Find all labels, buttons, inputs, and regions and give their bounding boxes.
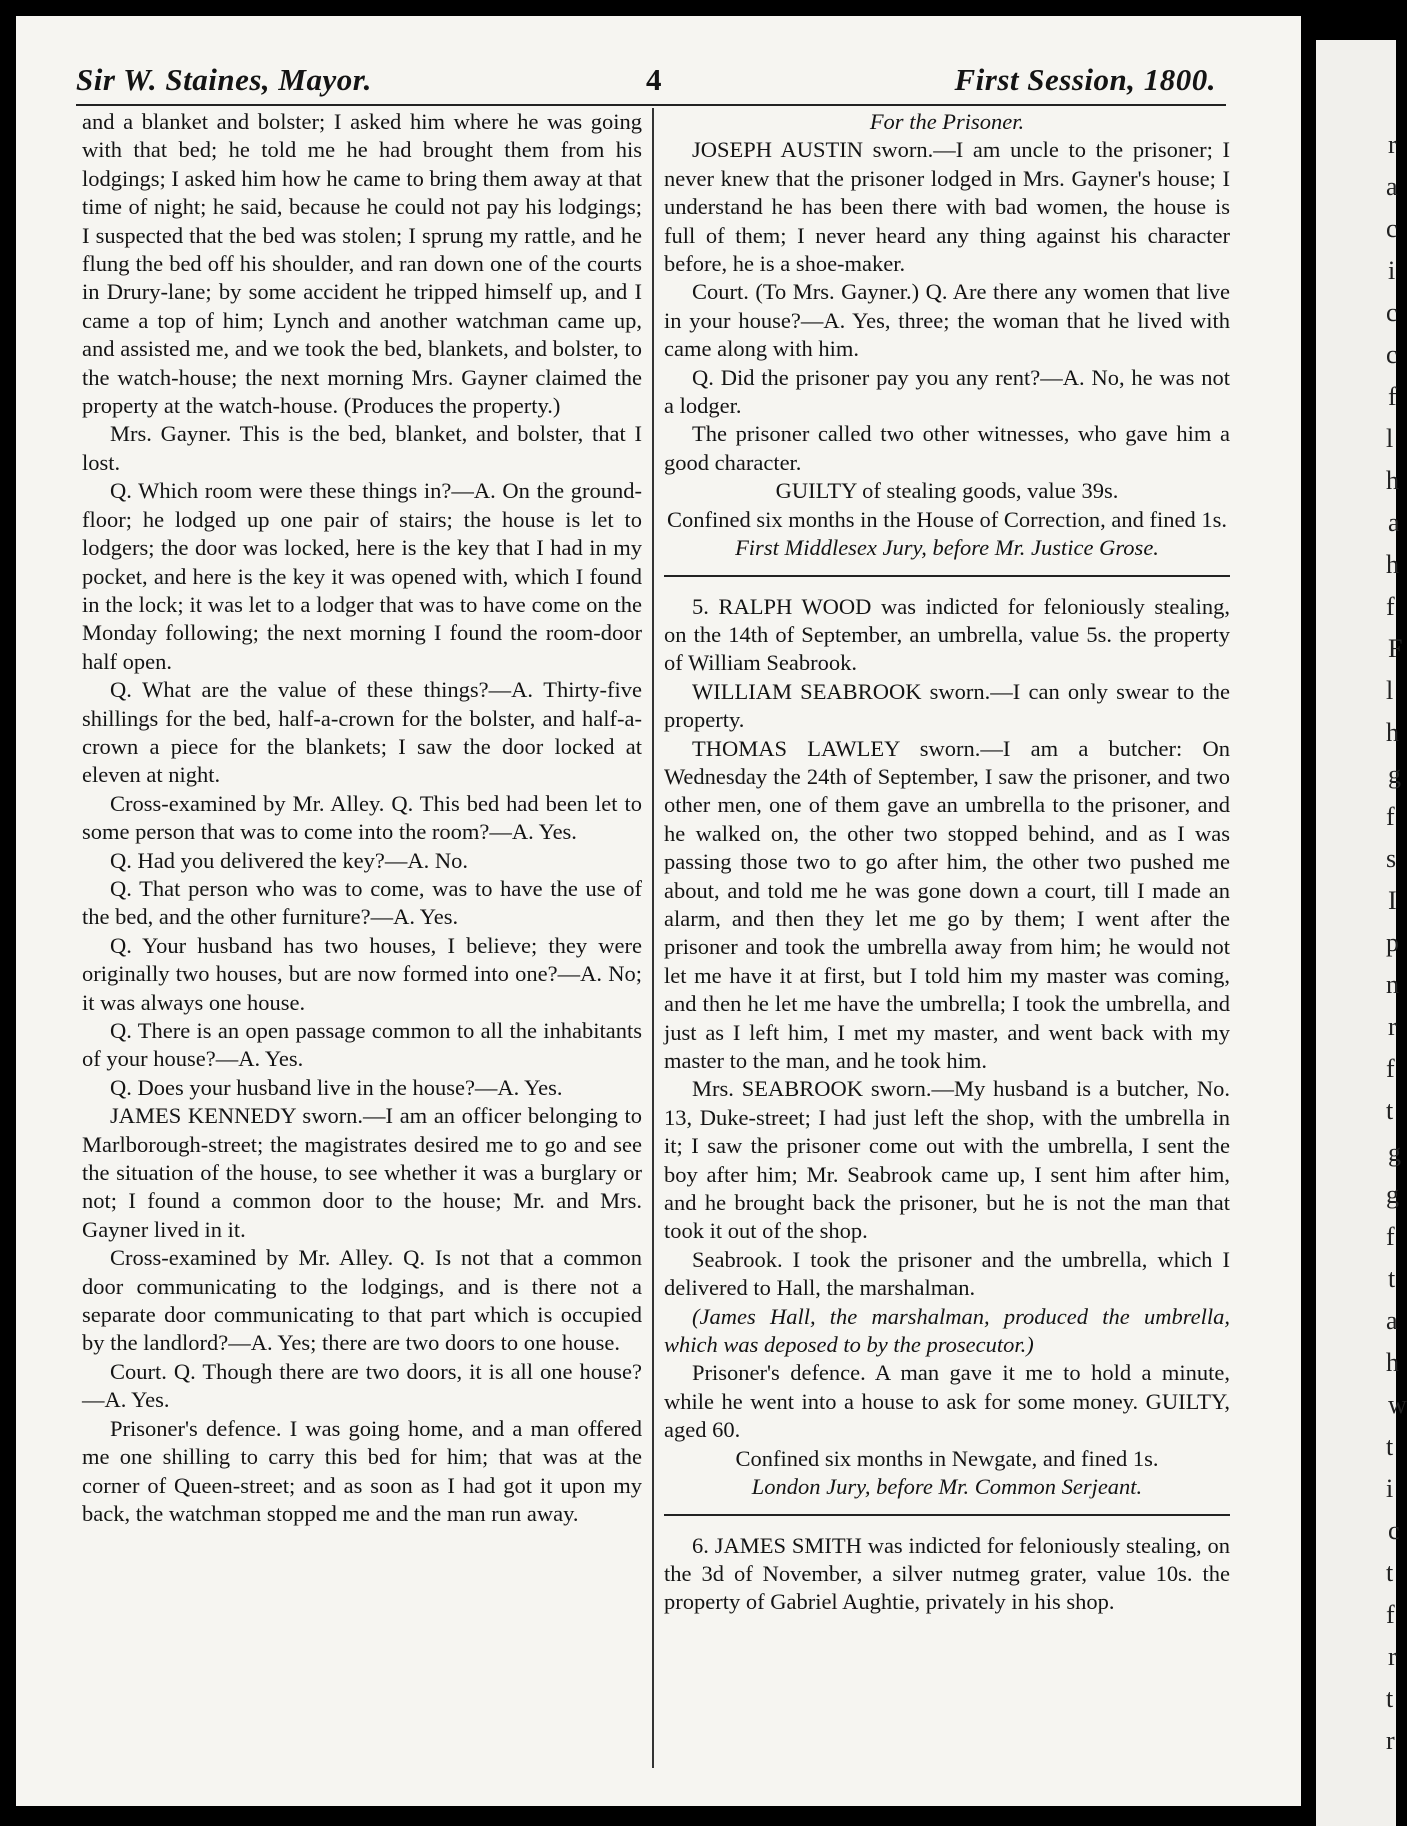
text-paragraph: (James Hall, the marshalman, produced the umbrella, which was deposed to by the prosecutor.) xyxy=(664,1303,1230,1358)
text-paragraph: Cross-examined by Mr. Alley. Q. Is not that a common door communicating to the lodgings, and is there not a separate door communicating to that part which is occupied by the landlord?—A. Yes; there are two doors to one house. xyxy=(82,1245,642,1356)
text-paragraph: Q. Which room were these things in?—A. On the ground-floor; he lodged up one pair of stairs; the house is let to lodgers; the door was locked, here is the key that I had in my pocket, and here is the key it was opened with, which I found in the lock; it was let to a lodger that was to have come on the Monday following; the next morning I found the room-door half open. xyxy=(82,478,642,674)
page-number: 4 xyxy=(646,62,662,97)
header-left: Sir W. Staines, Mayor. xyxy=(76,62,372,97)
edge-fragment: f xyxy=(1386,592,1395,621)
edge-fragment: n xyxy=(1386,970,1399,999)
text-paragraph: JAMES KENNEDY sworn.—I am an officer belonging to Marlborough-street; the magistrates desired me to go and see the situation of the house, to see whether it was a burglary or not; I found a common door to the house; Mr. and Mrs. Gayner lived in it. xyxy=(82,1103,642,1242)
text-paragraph: THOMAS LAWLEY sworn.—I am a butcher: On Wednesday the 24th of September, I saw the prisoner, and two other men, one of them gave an umbrella to the prisoner, and he walked on, the other two stopped behind, and as I was passing those two to go after him, the other two pushed me about, and told me he was gone down a court, till I made an alarm, and then they let me go by them; I went after the prisoner and took the umbrella away from him; he would not let me have it at first, but I told him my master was coming, and then he let me have the umbrella; I took the umbrella, and just as I left him, I met my master, and went back with my master to the man, and he took him. xyxy=(664,735,1230,1073)
edge-fragment: t xyxy=(1386,1432,1394,1461)
edge-fragment: f xyxy=(1386,1600,1395,1629)
text-paragraph: Q. Had you delivered the key?—A. No. xyxy=(110,847,469,873)
edge-fragment: h xyxy=(1386,718,1399,747)
edge-fragment: f xyxy=(1386,1222,1395,1251)
edge-fragment: r xyxy=(1388,1012,1397,1041)
section-rule xyxy=(664,1514,1230,1516)
text-paragraph: JOSEPH AUSTIN sworn.—I am uncle to the prisoner; I never knew that the prisoner lodged in Mrs. Gayner's house; I understand he has been there with bad women, the house is full of them; I never heard any thing against his character before, he is a shoe-maker. xyxy=(664,137,1230,277)
text-paragraph: 5. RALPH WOOD was indicted for feloniously stealing, on the 14th of September, an umbrella, value 5s. the property of William Seabrook. xyxy=(664,593,1230,676)
text-paragraph: Cross-examined by Mr. Alley. Q. This bed had been let to some person that was to come into the room?—A. Yes. xyxy=(82,790,642,845)
edge-fragment: t xyxy=(1386,1558,1394,1587)
left-column xyxy=(82,108,642,1788)
edge-fragment: h xyxy=(1386,466,1399,495)
text-paragraph: 6. JAMES SMITH was indicted for feloniously stealing, on the 3d of November, a silver nutmeg grater, value 10s. the property of Gabriel Aughtie, privately in his shop. xyxy=(664,1532,1230,1615)
edge-fragment: c xyxy=(1386,340,1398,369)
edge-fragment: l xyxy=(1386,676,1394,705)
text-paragraph: Mrs. Gayner. This is the bed, blanket, and bolster, that I lost. xyxy=(82,421,642,475)
edge-fragment: a xyxy=(1386,1306,1398,1335)
edge-fragment: i xyxy=(1388,256,1396,285)
right-column xyxy=(664,108,1230,1788)
edge-fragment: h xyxy=(1386,550,1399,579)
edge-fragment: F xyxy=(1388,634,1403,663)
header-rule xyxy=(76,104,1226,106)
edge-fragment: w xyxy=(1388,1390,1407,1419)
text-paragraph: London Jury, before Mr. Common Serjeant. xyxy=(751,1474,1143,1500)
edge-fragment: p xyxy=(1386,928,1399,957)
edge-fragment: a xyxy=(1386,172,1398,201)
text-paragraph: Prisoner's defence. I was going home, and a man offered me one shilling to carry this bed for him; that was at the corner of Queen-street; and as soon as I had got it upon my back, the watchman stopped me and the man run away. xyxy=(82,1415,642,1526)
edge-fragment: s xyxy=(1386,844,1397,873)
edge-fragment: i xyxy=(1386,1474,1394,1503)
edge-fragment: f xyxy=(1386,1054,1395,1083)
edge-fragment: r xyxy=(1388,1642,1397,1671)
text-paragraph: Seabrook. I took the prisoner and the umbrella, which I delivered to Hall, the marshalman. xyxy=(664,1246,1230,1301)
edge-fragment: t xyxy=(1388,1264,1396,1293)
text-paragraph: The prisoner called two other witnesses, who gave him a good character. xyxy=(664,421,1230,475)
page-header xyxy=(76,52,1216,102)
text-paragraph: Court. (To Mrs. Gayner.) Q. Are there any women that live in your house?—A. Yes, three; the woman that he lived with came along with him. xyxy=(664,279,1230,362)
text-paragraph: Q. There is an open passage common to all the inhabitants of your house?—A. Yes. xyxy=(82,1018,642,1072)
edge-fragment: l xyxy=(1386,424,1394,453)
text-paragraph: Confined six months in the House of Correction, and fined 1s. xyxy=(667,506,1227,532)
edge-fragment: c xyxy=(1386,214,1398,243)
edge-fragment: t xyxy=(1386,1096,1394,1125)
edge-fragment: f xyxy=(1388,382,1397,411)
text-paragraph: Prisoner's defence. A man gave it me to hold a minute, while he went into a house to ask for some money. GUILTY, aged 60. xyxy=(664,1360,1230,1443)
adjacent-page-edge xyxy=(1316,40,1407,1826)
edge-fragment: g xyxy=(1386,1180,1399,1209)
header-right: First Session, 1800. xyxy=(954,62,1216,97)
edge-fragment: h xyxy=(1386,1348,1399,1377)
edge-fragment: I xyxy=(1388,886,1397,915)
text-paragraph: First Middlesex Jury, before Mr. Justice Grose. xyxy=(735,535,1159,561)
text-paragraph: Mrs. SEABROOK sworn.—My husband is a butcher, No. 13, Duke-street; I had just left the shop, with the umbrella in it; I saw the prisoner come out with the umbrella, I sent the boy after him; Mr. Seabrook came up, I sent him after him, and he brought back the prisoner, but he is not the man that took it out of the shop. xyxy=(664,1076,1230,1244)
edge-fragment: t xyxy=(1386,1684,1394,1713)
text-paragraph: Q. Did the prisoner pay you any rent?—A. No, he was not a lodger. xyxy=(664,364,1230,419)
text-paragraph: Q. That person who was to come, was to have the use of the bed, and the other furniture?—A. Yes. xyxy=(82,875,642,930)
edge-fragment: g xyxy=(1388,1138,1401,1167)
text-paragraph: and a blanket and bolster; I asked him where he was going with that bed; he told me he had brought them from his lodgings; I asked him how he came to bring them away at that time of night; he said, because he could not pay his lodgings; I suspected that the bed was stolen; I sprung my rattle, and he flung the bed off his shoulder, and ran down one of the courts in Drury-lane; by some accident he tripped himself up, and I came a top of him; Lynch and another watchman came up, and assisted me, and we took the bed, blankets, and bolster, to the watch-house; the next morning Mrs. Gayner claimed the property at the watch-house. (Produces the property.) xyxy=(82,109,642,419)
edge-fragment: c xyxy=(1388,1516,1400,1545)
text-paragraph: Confined six months in Newgate, and fined 1s. xyxy=(735,1445,1159,1471)
section-rule xyxy=(664,575,1230,577)
text-paragraph: WILLIAM SEABROOK sworn.—I can only swear to the property. xyxy=(664,678,1230,733)
text-paragraph: For the Prisoner. xyxy=(869,109,1025,134)
column-divider xyxy=(652,108,654,1768)
text-paragraph: Court. Q. Though there are two doors, it is all one house?—A. Yes. xyxy=(82,1358,642,1413)
edge-fragment: r xyxy=(1386,1726,1395,1755)
text-paragraph: Q. Does your husband live in the house?—A. Yes. xyxy=(110,1074,563,1100)
edge-fragment: r xyxy=(1388,130,1397,159)
edge-fragment: a xyxy=(1388,508,1400,537)
text-paragraph: Q. What are the value of these things?—A. Thirty-five shillings for the bed, half-a-crown for the bolster, and half-a-crown a piece for the blankets; I saw the door locked at eleven at night. xyxy=(82,677,642,788)
text-paragraph: Q. Your husband has two houses, I believe; they were originally two houses, but are now formed into one?—A. No; it was always one house. xyxy=(82,932,642,1015)
text-paragraph: GUILTY of stealing goods, value 39s. xyxy=(775,478,1119,504)
edge-fragment: c xyxy=(1386,298,1398,327)
edge-fragment: f xyxy=(1386,802,1395,831)
edge-fragment: g xyxy=(1388,760,1401,789)
